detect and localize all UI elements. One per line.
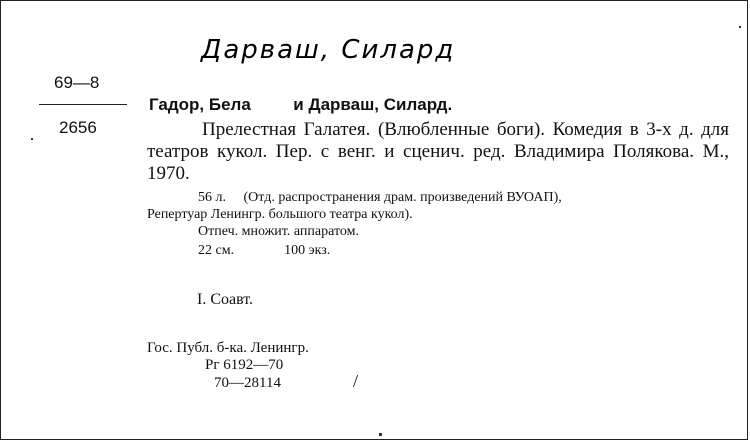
- collation-line-1: 56 л. (Отд. распространения драм. произведений ВУОАП),: [198, 190, 562, 205]
- author-heading: Гадор, Бела и Дарваш, Силард.: [149, 95, 453, 114]
- speck: [739, 26, 741, 28]
- title-description: Прелестная Галатея. (Влюбленные боги). Комедия в 3-х д. для театров кукол. Пер. с венг. и сценич. ред. Владимира Полякова. М., 1970.: [147, 119, 729, 184]
- call-number-top: 69—8: [54, 73, 100, 92]
- library-line-1: Гос. Публ. б-ка. Ленингр.: [147, 340, 309, 356]
- tracing: I. Соавт.: [197, 291, 254, 308]
- size: 22 см.: [198, 243, 235, 258]
- call-number-bottom: 2656: [59, 118, 97, 137]
- library-line-2: Рг 6192—70: [205, 357, 284, 373]
- call-number-divider: [39, 104, 127, 105]
- size-copies-line: [198, 242, 330, 259]
- copies: 100 экз.: [284, 243, 331, 258]
- collation-line-2: Репертуар Ленингр. большого театра кукол).: [147, 207, 413, 222]
- margin-mark: /: [353, 371, 359, 391]
- speck: [379, 433, 382, 436]
- collation-line-3: Отпеч. множит. аппаратом.: [198, 224, 359, 239]
- handwritten-heading: Дарваш, Силард: [201, 35, 456, 65]
- library-line-3: 70—28114: [214, 375, 281, 391]
- speck: [31, 138, 33, 140]
